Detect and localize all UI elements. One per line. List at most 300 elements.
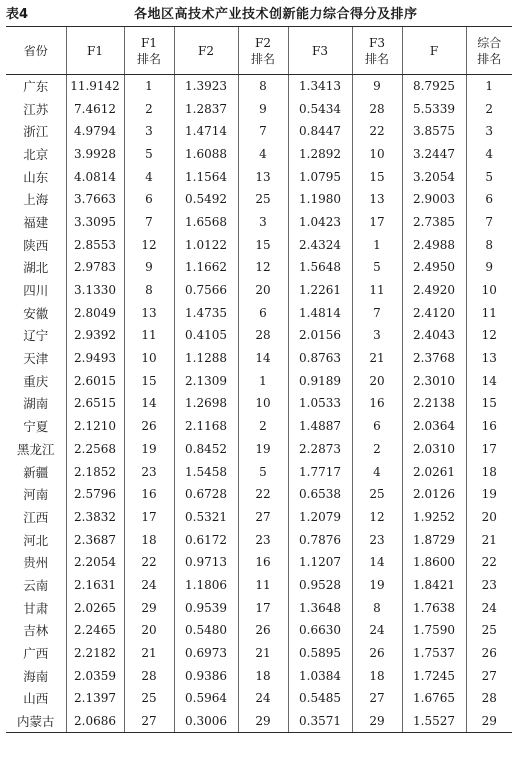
table-cell: 2.4324 <box>288 233 352 256</box>
table-cell: 1.2079 <box>288 506 352 529</box>
column-header-label: F1 <box>141 35 157 50</box>
table-cell: 2.0359 <box>66 664 124 687</box>
province-cell: 宁夏 <box>23 419 49 435</box>
table-row <box>6 233 512 256</box>
table-cell: 2.8049 <box>66 301 124 324</box>
table-cell: 1.7245 <box>402 664 466 687</box>
table-cell: 25 <box>352 483 402 506</box>
table-cell: 2.7385 <box>402 211 466 234</box>
table-cell: 0.5434 <box>288 97 352 120</box>
table-cell: 1.7717 <box>288 460 352 483</box>
table-cell: 12 <box>238 256 288 279</box>
table-cell: 0.5321 <box>174 506 238 529</box>
column-header-label: F1 <box>87 43 103 58</box>
table-cell: 2.0364 <box>402 415 466 438</box>
column-header-label: F2 <box>255 35 271 50</box>
table-cell: 2 <box>124 97 174 120</box>
table-cell: 24 <box>352 619 402 642</box>
table-cell: 1.1207 <box>288 551 352 574</box>
table-cell: 1.6568 <box>174 211 238 234</box>
column-header <box>174 27 238 75</box>
table-row <box>6 415 512 438</box>
table-cell: 5 <box>466 165 512 188</box>
table-cell: 2.0265 <box>66 596 124 619</box>
table-cell: 10 <box>124 347 174 370</box>
province-cell: 甘肃 <box>23 600 49 616</box>
table-cell: 3.1330 <box>66 279 124 302</box>
table-cell: 2.0156 <box>288 324 352 347</box>
table-cell: 0.8763 <box>288 347 352 370</box>
table-cell: 11 <box>352 279 402 302</box>
table-cell: 4 <box>466 143 512 166</box>
table-cell: 13 <box>352 188 402 211</box>
table-cell: 15 <box>124 369 174 392</box>
table-row <box>6 438 512 461</box>
table-cell: 2.9392 <box>66 324 124 347</box>
table-cell: 0.8447 <box>288 120 352 143</box>
table-number: 表4 <box>6 7 29 22</box>
table-cell: 2.2138 <box>402 392 466 415</box>
table-cell: 7.4612 <box>66 97 124 120</box>
table-cell: 2.9003 <box>402 188 466 211</box>
table-row <box>6 97 512 120</box>
table-cell: 1.6088 <box>174 143 238 166</box>
table-caption <box>6 4 480 26</box>
table-cell: 11 <box>466 301 512 324</box>
table-cell: 26 <box>352 642 402 665</box>
table-cell: 2.3768 <box>402 347 466 370</box>
table-cell: 1.7638 <box>402 596 466 619</box>
table-cell: 1.4814 <box>288 301 352 324</box>
table-cell: 2.5796 <box>66 483 124 506</box>
table-cell: 11 <box>124 324 174 347</box>
table-cell: 0.8452 <box>174 438 238 461</box>
table-cell: 2.4950 <box>402 256 466 279</box>
table-cell: 3.2054 <box>402 165 466 188</box>
column-header <box>238 27 288 75</box>
table-cell: 4.0814 <box>66 165 124 188</box>
province-cell: 上海 <box>23 192 49 208</box>
table-cell: 8 <box>352 596 402 619</box>
table-title: 各地区高技术产业技术创新能力综合得分及排序 <box>134 7 418 22</box>
table-cell: 3.8575 <box>402 120 466 143</box>
table-cell: 0.6973 <box>174 642 238 665</box>
table-cell: 7 <box>238 120 288 143</box>
table-cell: 2.4120 <box>402 301 466 324</box>
table-cell: 1.8600 <box>402 551 466 574</box>
table-cell: 27 <box>466 664 512 687</box>
table-cell: 3.3095 <box>66 211 124 234</box>
table-cell: 15 <box>238 233 288 256</box>
table-row <box>6 506 512 529</box>
table-cell: 0.6728 <box>174 483 238 506</box>
table-cell: 2.6515 <box>66 392 124 415</box>
table-row <box>6 551 512 574</box>
table-cell: 6 <box>352 415 402 438</box>
table-cell: 11.9142 <box>66 75 124 98</box>
table-cell: 10 <box>466 279 512 302</box>
table-cell: 26 <box>238 619 288 642</box>
table-cell: 1.3648 <box>288 596 352 619</box>
table-cell: 17 <box>466 438 512 461</box>
table-row <box>6 211 512 234</box>
province-cell: 内蒙古 <box>6 710 66 733</box>
table-cell: 1.8421 <box>402 574 466 597</box>
table-cell: 29 <box>352 710 402 733</box>
table-cell: 13 <box>124 301 174 324</box>
table-body <box>6 75 512 733</box>
table-cell: 2 <box>466 97 512 120</box>
table-cell: 2.9783 <box>66 256 124 279</box>
table-cell: 2 <box>238 415 288 438</box>
table-cell: 8.7925 <box>402 75 466 98</box>
table-cell: 17 <box>352 211 402 234</box>
table-cell: 2.4920 <box>402 279 466 302</box>
table-row <box>6 369 512 392</box>
table-cell: 2.0310 <box>402 438 466 461</box>
table-cell: 3.2447 <box>402 143 466 166</box>
table-cell: 1.4887 <box>288 415 352 438</box>
table-cell: 9 <box>238 97 288 120</box>
table-cell: 5 <box>124 143 174 166</box>
table-cell: 2.2873 <box>288 438 352 461</box>
column-header-label: 排名 <box>364 51 389 66</box>
table-row <box>6 664 512 687</box>
table-cell: 28 <box>124 664 174 687</box>
table-cell: 27 <box>352 687 402 710</box>
column-header-label: 排名 <box>477 51 502 66</box>
table-cell: 4 <box>124 165 174 188</box>
table-cell: 1.0533 <box>288 392 352 415</box>
table-row <box>6 619 512 642</box>
province-cell: 重庆 <box>23 373 49 389</box>
province-cell: 海南 <box>23 668 49 684</box>
table-cell: 2.1852 <box>66 460 124 483</box>
table-row <box>6 347 512 370</box>
table-cell: 22 <box>124 551 174 574</box>
table-cell: 3.9928 <box>66 143 124 166</box>
table-cell: 8 <box>238 75 288 98</box>
table-cell: 1 <box>352 233 402 256</box>
table-cell: 6 <box>238 301 288 324</box>
table-cell: 1.1806 <box>174 574 238 597</box>
column-header-label: 综合 <box>477 35 502 50</box>
table-cell: 2.0686 <box>66 710 124 733</box>
table-cell: 12 <box>466 324 512 347</box>
table-cell: 19 <box>124 438 174 461</box>
table-cell: 28 <box>238 324 288 347</box>
column-header-label: 排名 <box>250 51 275 66</box>
table-cell: 10 <box>238 392 288 415</box>
table-cell: 1.4714 <box>174 120 238 143</box>
table-cell: 1.3923 <box>174 75 238 98</box>
table-row <box>6 301 512 324</box>
table-cell: 20 <box>466 506 512 529</box>
table-cell: 2.3832 <box>66 506 124 529</box>
table-cell: 1.4735 <box>174 301 238 324</box>
province-cell: 天津 <box>23 351 49 367</box>
table-cell: 25 <box>238 188 288 211</box>
table-cell: 22 <box>238 483 288 506</box>
table-cell: 0.6172 <box>174 528 238 551</box>
table-cell: 20 <box>352 369 402 392</box>
table-cell: 2.1309 <box>174 369 238 392</box>
table-cell: 1.0423 <box>288 211 352 234</box>
table-cell: 1.7537 <box>402 642 466 665</box>
table-cell: 2.2182 <box>66 642 124 665</box>
table-cell: 1.0122 <box>174 233 238 256</box>
table-cell: 23 <box>352 528 402 551</box>
table-row <box>6 188 512 211</box>
table-cell: 2.3687 <box>66 528 124 551</box>
table-cell: 15 <box>466 392 512 415</box>
province-cell: 山西 <box>23 691 49 707</box>
column-header-label: 排名 <box>136 51 161 66</box>
table-cell: 1 <box>124 75 174 98</box>
province-cell: 贵州 <box>23 555 49 571</box>
table-cell: 2.0126 <box>402 483 466 506</box>
column-header-label: 省份 <box>23 43 48 58</box>
table-cell: 8 <box>466 233 512 256</box>
table-cell: 1.5648 <box>288 256 352 279</box>
table-cell: 5 <box>352 256 402 279</box>
table-cell: 0.3571 <box>288 710 352 733</box>
table-cell: 13 <box>466 347 512 370</box>
table-cell: 0.5485 <box>288 687 352 710</box>
province-cell: 四川 <box>23 283 49 299</box>
table-cell: 26 <box>124 415 174 438</box>
column-header-label: F3 <box>312 43 328 58</box>
table-cell: 0.9539 <box>174 596 238 619</box>
table-cell: 2.1631 <box>66 574 124 597</box>
table-cell: 9 <box>352 75 402 98</box>
table-cell: 9 <box>466 256 512 279</box>
province-cell: 山东 <box>23 169 49 185</box>
table-cell: 25 <box>124 687 174 710</box>
table-cell: 26 <box>466 642 512 665</box>
table-cell: 2.4043 <box>402 324 466 347</box>
table-cell: 21 <box>352 347 402 370</box>
table-cell: 0.5480 <box>174 619 238 642</box>
table-row <box>6 143 512 166</box>
province-cell: 河北 <box>23 532 49 548</box>
table-cell: 6 <box>124 188 174 211</box>
table-cell: 1.2698 <box>174 392 238 415</box>
table-cell: 4.9794 <box>66 120 124 143</box>
table-cell: 19 <box>238 438 288 461</box>
table-cell: 2.6015 <box>66 369 124 392</box>
table-cell: 0.6538 <box>288 483 352 506</box>
province-cell: 辽宁 <box>23 328 49 344</box>
table-cell: 22 <box>352 120 402 143</box>
table-row <box>6 392 512 415</box>
table-cell: 16 <box>124 483 174 506</box>
table-cell: 2.8553 <box>66 233 124 256</box>
table-cell: 18 <box>466 460 512 483</box>
province-cell: 浙江 <box>23 124 49 140</box>
province-cell: 江苏 <box>23 101 49 117</box>
table-cell: 16 <box>466 415 512 438</box>
table-cell: 3 <box>124 120 174 143</box>
table-cell: 18 <box>352 664 402 687</box>
table-cell: 14 <box>352 551 402 574</box>
table-cell: 0.9386 <box>174 664 238 687</box>
table-cell: 27 <box>124 710 174 733</box>
province-cell: 北京 <box>23 146 49 162</box>
table-cell: 0.4105 <box>174 324 238 347</box>
table-cell: 22 <box>466 551 512 574</box>
table-cell: 3.7663 <box>66 188 124 211</box>
table-cell: 0.5964 <box>174 687 238 710</box>
table-cell: 15 <box>352 165 402 188</box>
table-cell: 14 <box>466 369 512 392</box>
table-cell: 4 <box>352 460 402 483</box>
table-cell: 1.2261 <box>288 279 352 302</box>
table-row <box>6 120 512 143</box>
table-cell: 21 <box>466 528 512 551</box>
column-header <box>288 27 352 75</box>
table-row <box>6 642 512 665</box>
table-row <box>6 574 512 597</box>
table-cell: 2.9493 <box>66 347 124 370</box>
table-cell: 2.3010 <box>402 369 466 392</box>
table-cell: 27 <box>238 506 288 529</box>
table-cell: 24 <box>124 574 174 597</box>
table-cell: 28 <box>466 687 512 710</box>
table-cell: 12 <box>124 233 174 256</box>
province-cell: 黑龙江 <box>16 441 55 457</box>
table-cell: 17 <box>124 506 174 529</box>
table-row <box>6 596 512 619</box>
column-header <box>66 27 124 75</box>
column-header-label: F2 <box>198 43 214 58</box>
table-row <box>6 483 512 506</box>
table-cell: 1.2892 <box>288 143 352 166</box>
table-cell: 0.9528 <box>288 574 352 597</box>
table-cell: 13 <box>238 165 288 188</box>
table-cell: 10 <box>352 143 402 166</box>
table-cell: 1.8729 <box>402 528 466 551</box>
table-cell: 0.6630 <box>288 619 352 642</box>
table-cell: 0.5492 <box>174 188 238 211</box>
table-cell: 5 <box>238 460 288 483</box>
table-cell: 0.5895 <box>288 642 352 665</box>
table-cell: 17 <box>238 596 288 619</box>
table-cell: 4 <box>238 143 288 166</box>
table-cell: 2.4988 <box>402 233 466 256</box>
table-cell: 1.5527 <box>402 710 466 733</box>
table-cell: 14 <box>238 347 288 370</box>
table-cell: 2.2054 <box>66 551 124 574</box>
table-cell: 1.1980 <box>288 188 352 211</box>
table-cell: 14 <box>124 392 174 415</box>
province-cell: 河南 <box>23 487 49 503</box>
table-cell: 0.7566 <box>174 279 238 302</box>
table-cell: 2.1210 <box>66 415 124 438</box>
province-cell: 安徽 <box>23 305 49 321</box>
table-cell: 1.1288 <box>174 347 238 370</box>
table-cell: 1.1564 <box>174 165 238 188</box>
table-cell: 2.2568 <box>66 438 124 461</box>
table-header <box>6 27 512 75</box>
table-row <box>6 279 512 302</box>
table-cell: 2 <box>352 438 402 461</box>
province-cell: 陕西 <box>23 237 49 253</box>
table-cell: 2.0261 <box>402 460 466 483</box>
province-cell: 江西 <box>23 509 49 525</box>
table-cell: 16 <box>238 551 288 574</box>
table-cell: 1.5458 <box>174 460 238 483</box>
table-cell: 1.9252 <box>402 506 466 529</box>
table-cell: 6 <box>466 188 512 211</box>
table-cell: 23 <box>124 460 174 483</box>
table-cell: 3 <box>238 211 288 234</box>
column-header <box>352 27 402 75</box>
table-cell: 7 <box>352 301 402 324</box>
table-cell: 0.3006 <box>174 710 238 733</box>
table-row <box>6 528 512 551</box>
table-row <box>6 256 512 279</box>
province-cell: 湖北 <box>23 260 49 276</box>
province-cell: 云南 <box>23 577 49 593</box>
column-header <box>124 27 174 75</box>
province-cell: 吉林 <box>23 623 49 639</box>
table-cell: 29 <box>238 710 288 733</box>
province-cell: 新疆 <box>23 464 49 480</box>
column-header <box>466 27 512 75</box>
table-cell: 24 <box>466 596 512 619</box>
table-cell: 1 <box>238 369 288 392</box>
table-cell: 12 <box>352 506 402 529</box>
table-cell: 20 <box>238 279 288 302</box>
column-header-label: F3 <box>369 35 385 50</box>
table-cell: 2.2465 <box>66 619 124 642</box>
table-cell: 7 <box>466 211 512 234</box>
table-cell: 16 <box>352 392 402 415</box>
table-cell: 0.9713 <box>174 551 238 574</box>
table-cell: 19 <box>352 574 402 597</box>
column-header <box>402 27 466 75</box>
table-cell: 1.0384 <box>288 664 352 687</box>
province-cell: 福建 <box>23 214 49 230</box>
table-row <box>6 324 512 347</box>
scores-table <box>6 26 512 733</box>
province-cell: 广西 <box>23 646 49 662</box>
table-cell: 1.0795 <box>288 165 352 188</box>
table-cell: 20 <box>124 619 174 642</box>
table-cell: 23 <box>238 528 288 551</box>
table-cell: 18 <box>238 664 288 687</box>
province-cell: 湖南 <box>23 396 49 412</box>
table-cell: 5.5339 <box>402 97 466 120</box>
table-cell: 21 <box>238 642 288 665</box>
table-cell: 1 <box>466 75 512 98</box>
table-cell: 9 <box>124 256 174 279</box>
table-row <box>6 460 512 483</box>
table-cell: 3 <box>466 120 512 143</box>
column-header-label: F <box>429 43 439 58</box>
table-cell: 1.6765 <box>402 687 466 710</box>
table-row <box>6 710 512 733</box>
table-cell: 18 <box>124 528 174 551</box>
table-cell: 21 <box>124 642 174 665</box>
table-cell: 29 <box>466 710 512 733</box>
table-cell: 29 <box>124 596 174 619</box>
table-cell: 7 <box>124 211 174 234</box>
table-row <box>6 75 512 98</box>
table-cell: 19 <box>466 483 512 506</box>
table-cell: 8 <box>124 279 174 302</box>
